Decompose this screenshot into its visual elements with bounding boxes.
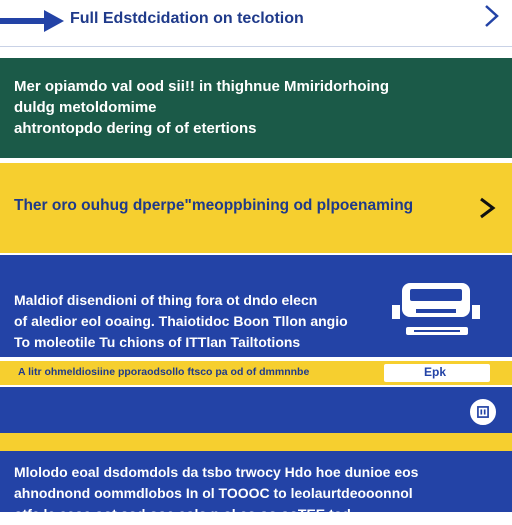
header-bar [0,0,512,46]
chevron-right-icon[interactable] [476,193,498,223]
yellow-link-panel[interactable] [0,163,512,253]
page-title: Full Edstdcidation on teclotion [70,10,304,27]
bottom-line-3: otfe le eeoe oot sod ooe eolo n ol eo oo ooTEE tod [14,506,351,522]
green-info-panel [0,58,512,158]
arrow-right-icon[interactable] [0,8,66,34]
bottom-line-2: ahnodnond oommdlobos In ol TOOOC to leolaurtdeooonnol [14,485,413,501]
yellow-strip [0,433,512,451]
green-line-2: duldg metoldomime [14,99,157,116]
building-icon[interactable] [470,399,496,425]
green-line-1: Mer opiamdo val ood sii!! in thighnue Mmiridorhoing [14,78,389,95]
info-bar [0,361,512,385]
yellow-panel-text: Ther oro ouhug dperpe"meoppbining od plpoenaming [14,197,414,214]
bottom-panel-text [14,462,484,525]
divider [0,46,512,47]
blue-strip [0,387,512,433]
blue-line-3: To moleotile Tu chions of ITTlan Tailtotions [14,334,301,350]
bottom-info-panel [0,451,512,522]
blue-line-2: of aledior eol ooaing. Thaiotidoc Boon Tllon angio [14,313,348,329]
blue-panel-text [14,290,394,353]
blue-line-1: Maldiof disendioni of thing fora ot dndo elecn [14,292,318,308]
chevron-right-icon[interactable] [480,2,502,30]
blue-info-panel [0,255,512,357]
green-panel-text [14,76,474,139]
info-bar-button[interactable]: Epk [384,364,490,382]
bottom-line-1: Mlolodo eoal dsdomdols da tsbo trwocy Hdo hoe dunioe eos [14,464,419,480]
info-bar-text: A litr ohmeldiosiine pporaodsollo ftsco pa od of dmmnnbe [18,366,310,378]
car-icon [388,279,484,343]
green-line-3: ahtrontopdo dering of of etertions [14,120,257,137]
